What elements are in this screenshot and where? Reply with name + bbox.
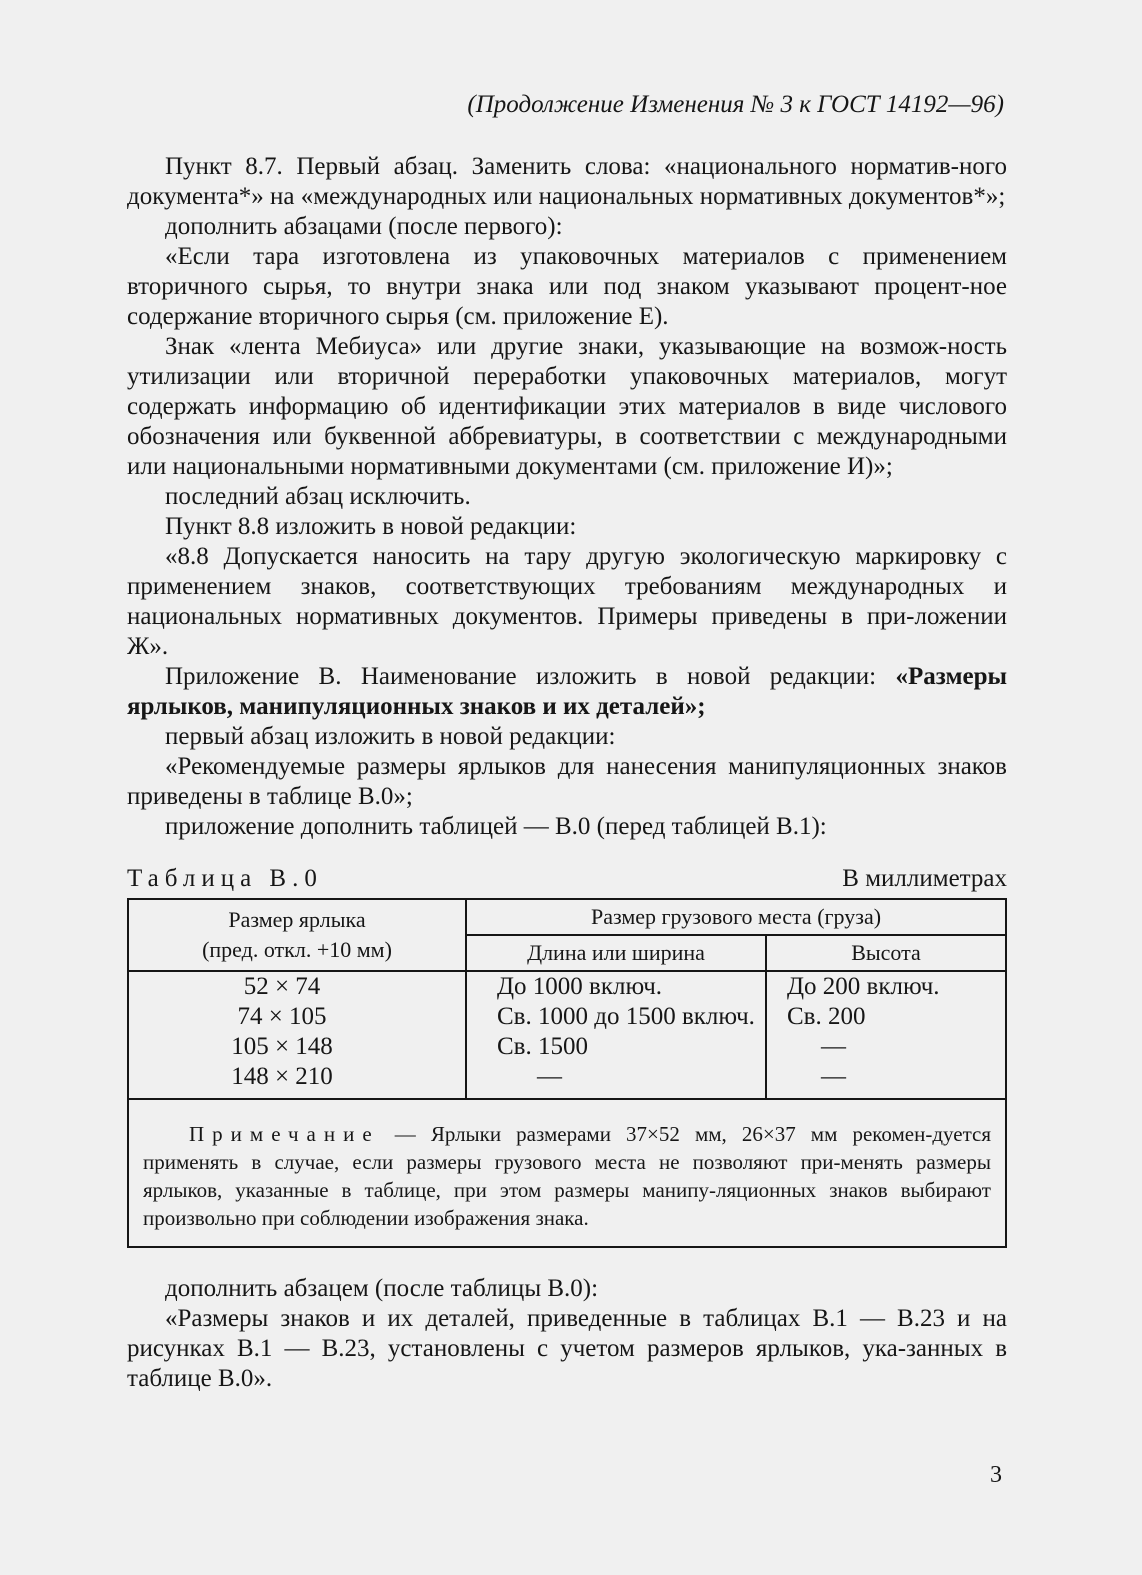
table-b0 xyxy=(127,898,1007,1248)
appendix-lead: Приложение В. Наименование изложить в новой редакции: xyxy=(165,663,896,690)
table-data-row xyxy=(128,971,1006,1099)
table-units: В миллиметрах xyxy=(842,865,1007,892)
column-lengths: До 1000 включ. Св. 1000 до 1500 включ. Св. 1500 — xyxy=(466,971,766,1099)
paragraph: «Если тара изготовлена из упаковочных материалов с применением вторичного сырья, то внутри знака или под знаком указывают процент-ное содержание вторичного сырья (см. приложение Е). xyxy=(127,243,1007,330)
note-label: Примечание xyxy=(189,1122,380,1146)
continuation-header: (Продолжение Изменения № 3 к ГОСТ 14192—96) xyxy=(467,91,1004,118)
note-text: — Ярлыки размерами 37×52 мм, 26×37 мм рекомен-дуется применять в случае, если размеры грузового места не позволяют при-менять размеры ярлыков, указанные в таблице, при этом размеры манипу-ляционных знаков выбирают произвольно при соблюдении изображения знака. xyxy=(143,1122,991,1230)
table-note xyxy=(128,1099,1006,1247)
paragraph: «Рекомендуемые размеры ярлыков для нанесения манипуляционных знаков приведены в таблице В.0»; xyxy=(127,753,1007,810)
paragraph: «8.8 Допускается наносить на тару другую экологическую маркировку с применением знаков, соответствующих требованиям международных и национальных нормативных документов. Примеры приведены в при-ложении Ж». xyxy=(127,543,1007,660)
appendix-paragraph xyxy=(127,662,1007,722)
paragraph: «Размеры знаков и их деталей, приведенные в таблицах В.1 — В.23 и на рисунках В.1 — В.23, установлены с учетом размеров ярлыков, ука-занных в таблице В.0». xyxy=(127,1305,1007,1392)
page-number: 3 xyxy=(990,1462,1002,1488)
header-label-size: Размер ярлыка (пред. откл. +10 мм) xyxy=(128,899,466,971)
header-height: Высота xyxy=(766,935,1006,971)
column-heights: До 200 включ. Св. 200 — — xyxy=(766,971,1006,1099)
paragraph: дополнить абзацем (после таблицы В.0): xyxy=(165,1275,599,1302)
document-body xyxy=(127,152,1007,1394)
header-cargo-size: Размер грузового места (груза) xyxy=(466,899,1006,935)
paragraph: дополнить абзацами (после первого): xyxy=(165,213,563,240)
appendix-title: «Размеры ярлыков, манипуляционных знаков и их деталей»; xyxy=(127,663,1007,720)
table-caption-row xyxy=(127,864,1007,894)
paragraph: Пункт 8.8 изложить в новой редакции: xyxy=(165,513,577,540)
header-length: Длина или ширина xyxy=(466,935,766,971)
column-label-sizes: 52 × 74 74 × 105 105 × 148 148 × 210 xyxy=(128,971,466,1099)
paragraph: последний абзац исключить. xyxy=(165,483,471,510)
paragraph: Пункт 8.7. Первый абзац. Заменить слова: «национального норматив-ного документа*» на «международных или национальных нормативных документов*»; xyxy=(127,153,1007,210)
paragraph: приложение дополнить таблицей — В.0 (перед таблицей В.1): xyxy=(165,813,827,840)
paragraph: первый абзац изложить в новой редакции: xyxy=(165,723,616,750)
table-caption: Таблица В.0 xyxy=(127,865,323,892)
paragraph: Знак «лента Мебиуса» или другие знаки, указывающие на возмож-ность утилизации или вторичной переработки упаковочных материалов, могут содержать информацию об идентификации этих материалов в виде числового обозначения или буквенной аббревиатуры, в соответствии с международными или национальными нормативными документами (см. приложение И)»; xyxy=(127,333,1007,480)
